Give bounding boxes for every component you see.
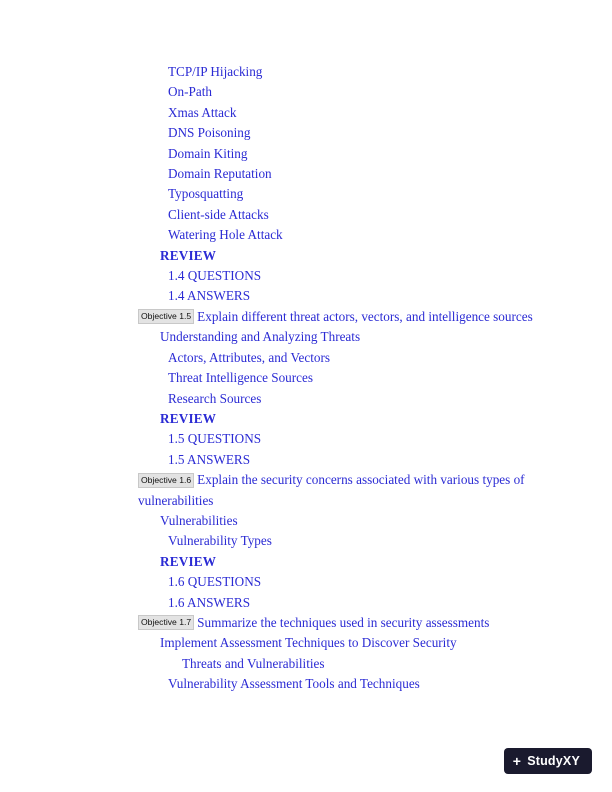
toc-entry: 1.5 QUESTIONS xyxy=(168,431,262,447)
toc-review-heading: REVIEW xyxy=(160,247,217,263)
watermark-brand-suffix: XY xyxy=(562,754,580,768)
toc-entry: Research Sources xyxy=(168,390,262,406)
toc-entry: TCP/IP Hijacking xyxy=(168,64,263,79)
toc-entry: Vulnerabilities xyxy=(160,512,238,528)
toc-review-heading: REVIEW xyxy=(160,553,217,569)
toc-objective-entry xyxy=(138,307,552,327)
toc-entry: Xmas Attack xyxy=(168,104,237,120)
toc-entry-label: Explain the security concerns associated with various types of vulnerabilities xyxy=(138,472,525,508)
toc-entry: 1.5 ANSWERS xyxy=(168,451,251,467)
toc-entry: Watering Hole Attack xyxy=(168,227,283,243)
toc-entry: 1.6 ANSWERS xyxy=(168,594,251,610)
toc-objective-entry xyxy=(138,613,552,633)
studyxy-watermark xyxy=(504,748,592,774)
toc-entry: On-Path xyxy=(168,84,212,100)
toc-entry: Domain Reputation xyxy=(168,166,272,182)
toc-entry-label-cont: Threats and Vulnerabilities xyxy=(182,655,325,671)
toc-entry-label: Implement Assessment Techniques to Discover Security xyxy=(160,635,457,651)
toc-entry: Vulnerability Types xyxy=(168,533,272,549)
objective-badge: Objective 1.7 xyxy=(138,615,194,630)
objective-badge: Objective 1.6 xyxy=(138,473,194,488)
toc-entry: Actors, Attributes, and Vectors xyxy=(168,349,331,365)
toc-entry: Client-side Attacks xyxy=(168,206,269,222)
toc-entry: Vulnerability Assessment Tools and Techniques xyxy=(168,676,420,692)
toc-entry: Threat Intelligence Sources xyxy=(168,370,313,386)
toc-review-heading: REVIEW xyxy=(160,410,217,426)
toc-objective-entry xyxy=(138,470,552,511)
table-of-contents xyxy=(60,62,552,695)
toc-entry: Typosquatting xyxy=(168,186,244,202)
toc-entry: 1.6 QUESTIONS xyxy=(168,574,262,590)
toc-entry xyxy=(160,633,552,674)
toc-entry: DNS Poisoning xyxy=(168,125,251,141)
toc-entry: 1.4 ANSWERS xyxy=(168,288,251,304)
toc-entry: 1.4 QUESTIONS xyxy=(168,268,262,284)
watermark-brand-main: Study xyxy=(527,754,563,768)
toc-entry: Understanding and Analyzing Threats xyxy=(160,329,361,345)
toc-entry-label: Summarize the techniques used in security assessments xyxy=(197,614,490,630)
watermark-brand xyxy=(527,754,580,768)
plus-icon: + xyxy=(512,753,522,769)
objective-badge: Objective 1.5 xyxy=(138,309,194,324)
toc-entry-label: Explain different threat actors, vectors, and intelligence sources xyxy=(197,308,533,324)
toc-entry: Domain Kiting xyxy=(168,145,248,161)
